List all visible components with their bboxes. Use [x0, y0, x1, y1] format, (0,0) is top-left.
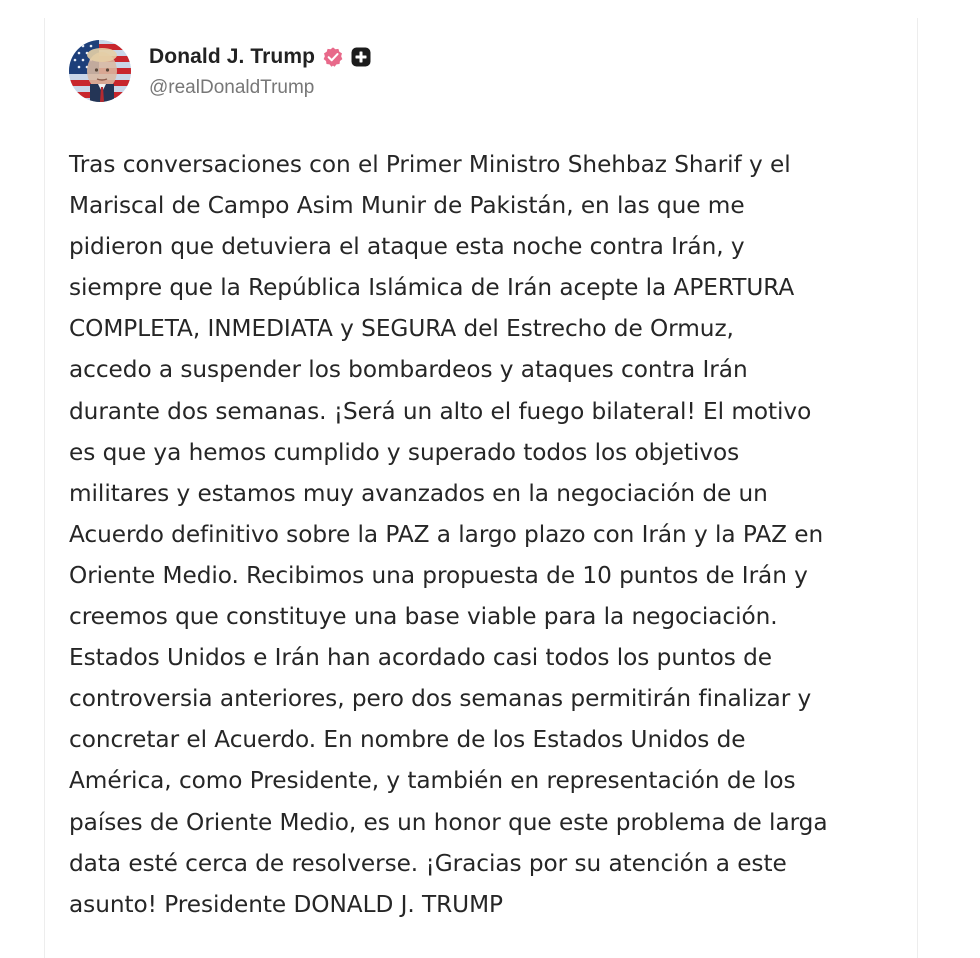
name-row: [149, 43, 371, 71]
author-display-name[interactable]: Donald J. Trump: [149, 45, 316, 68]
post-body-text: Tras conversaciones con el Primer Ministro Shehbaz Sharif y el Mariscal de Campo Asim Munir de Pakistán, en las que me pidieron que detuviera el ataque esta noche contra Irán, y siempre que la República Islámica de Irán acepte la APERTURA COMPLETA, INMEDIATA y SEGURA del Estrecho de Ormuz, accedo a suspender los bombardeos y ataques contra Irán durante dos semanas. ¡Será un alto el fuego bilateral! El motivo es que ya hemos cumplido y superado todos los objetivos militares y estamos muy avanzados en la negociación de un Acuerdo definitivo sobre la PAZ a largo plazo con Irán y la PAZ en Oriente Medio. Recibimos una propuesta de 10 puntos de Irán y creemos que constituye una base viable para la negociación. Estados Unidos e Irán han acordado casi todos los puntos de controversia anteriores, pero dos semanas permitirán finalizar y concretar el Acuerdo. En nombre de los Estados Unidos de América, como Presidente, y también en representación de los países de Oriente Medio, es un honor que este problema de larga data esté cerca de resolverse. ¡Gracias por su atención a este asunto! Presidente DONALD J. TRUMP: [69, 151, 828, 918]
flag-portrait-avatar-icon: [69, 40, 131, 102]
post-card: [44, 18, 918, 958]
avatar[interactable]: [69, 40, 131, 102]
author-handle[interactable]: @realDonaldTrump: [149, 77, 315, 98]
post-header: [69, 38, 371, 104]
verified-badge-icon: [322, 46, 344, 68]
plus-square-icon: [351, 47, 371, 67]
author-identity: [149, 43, 371, 99]
